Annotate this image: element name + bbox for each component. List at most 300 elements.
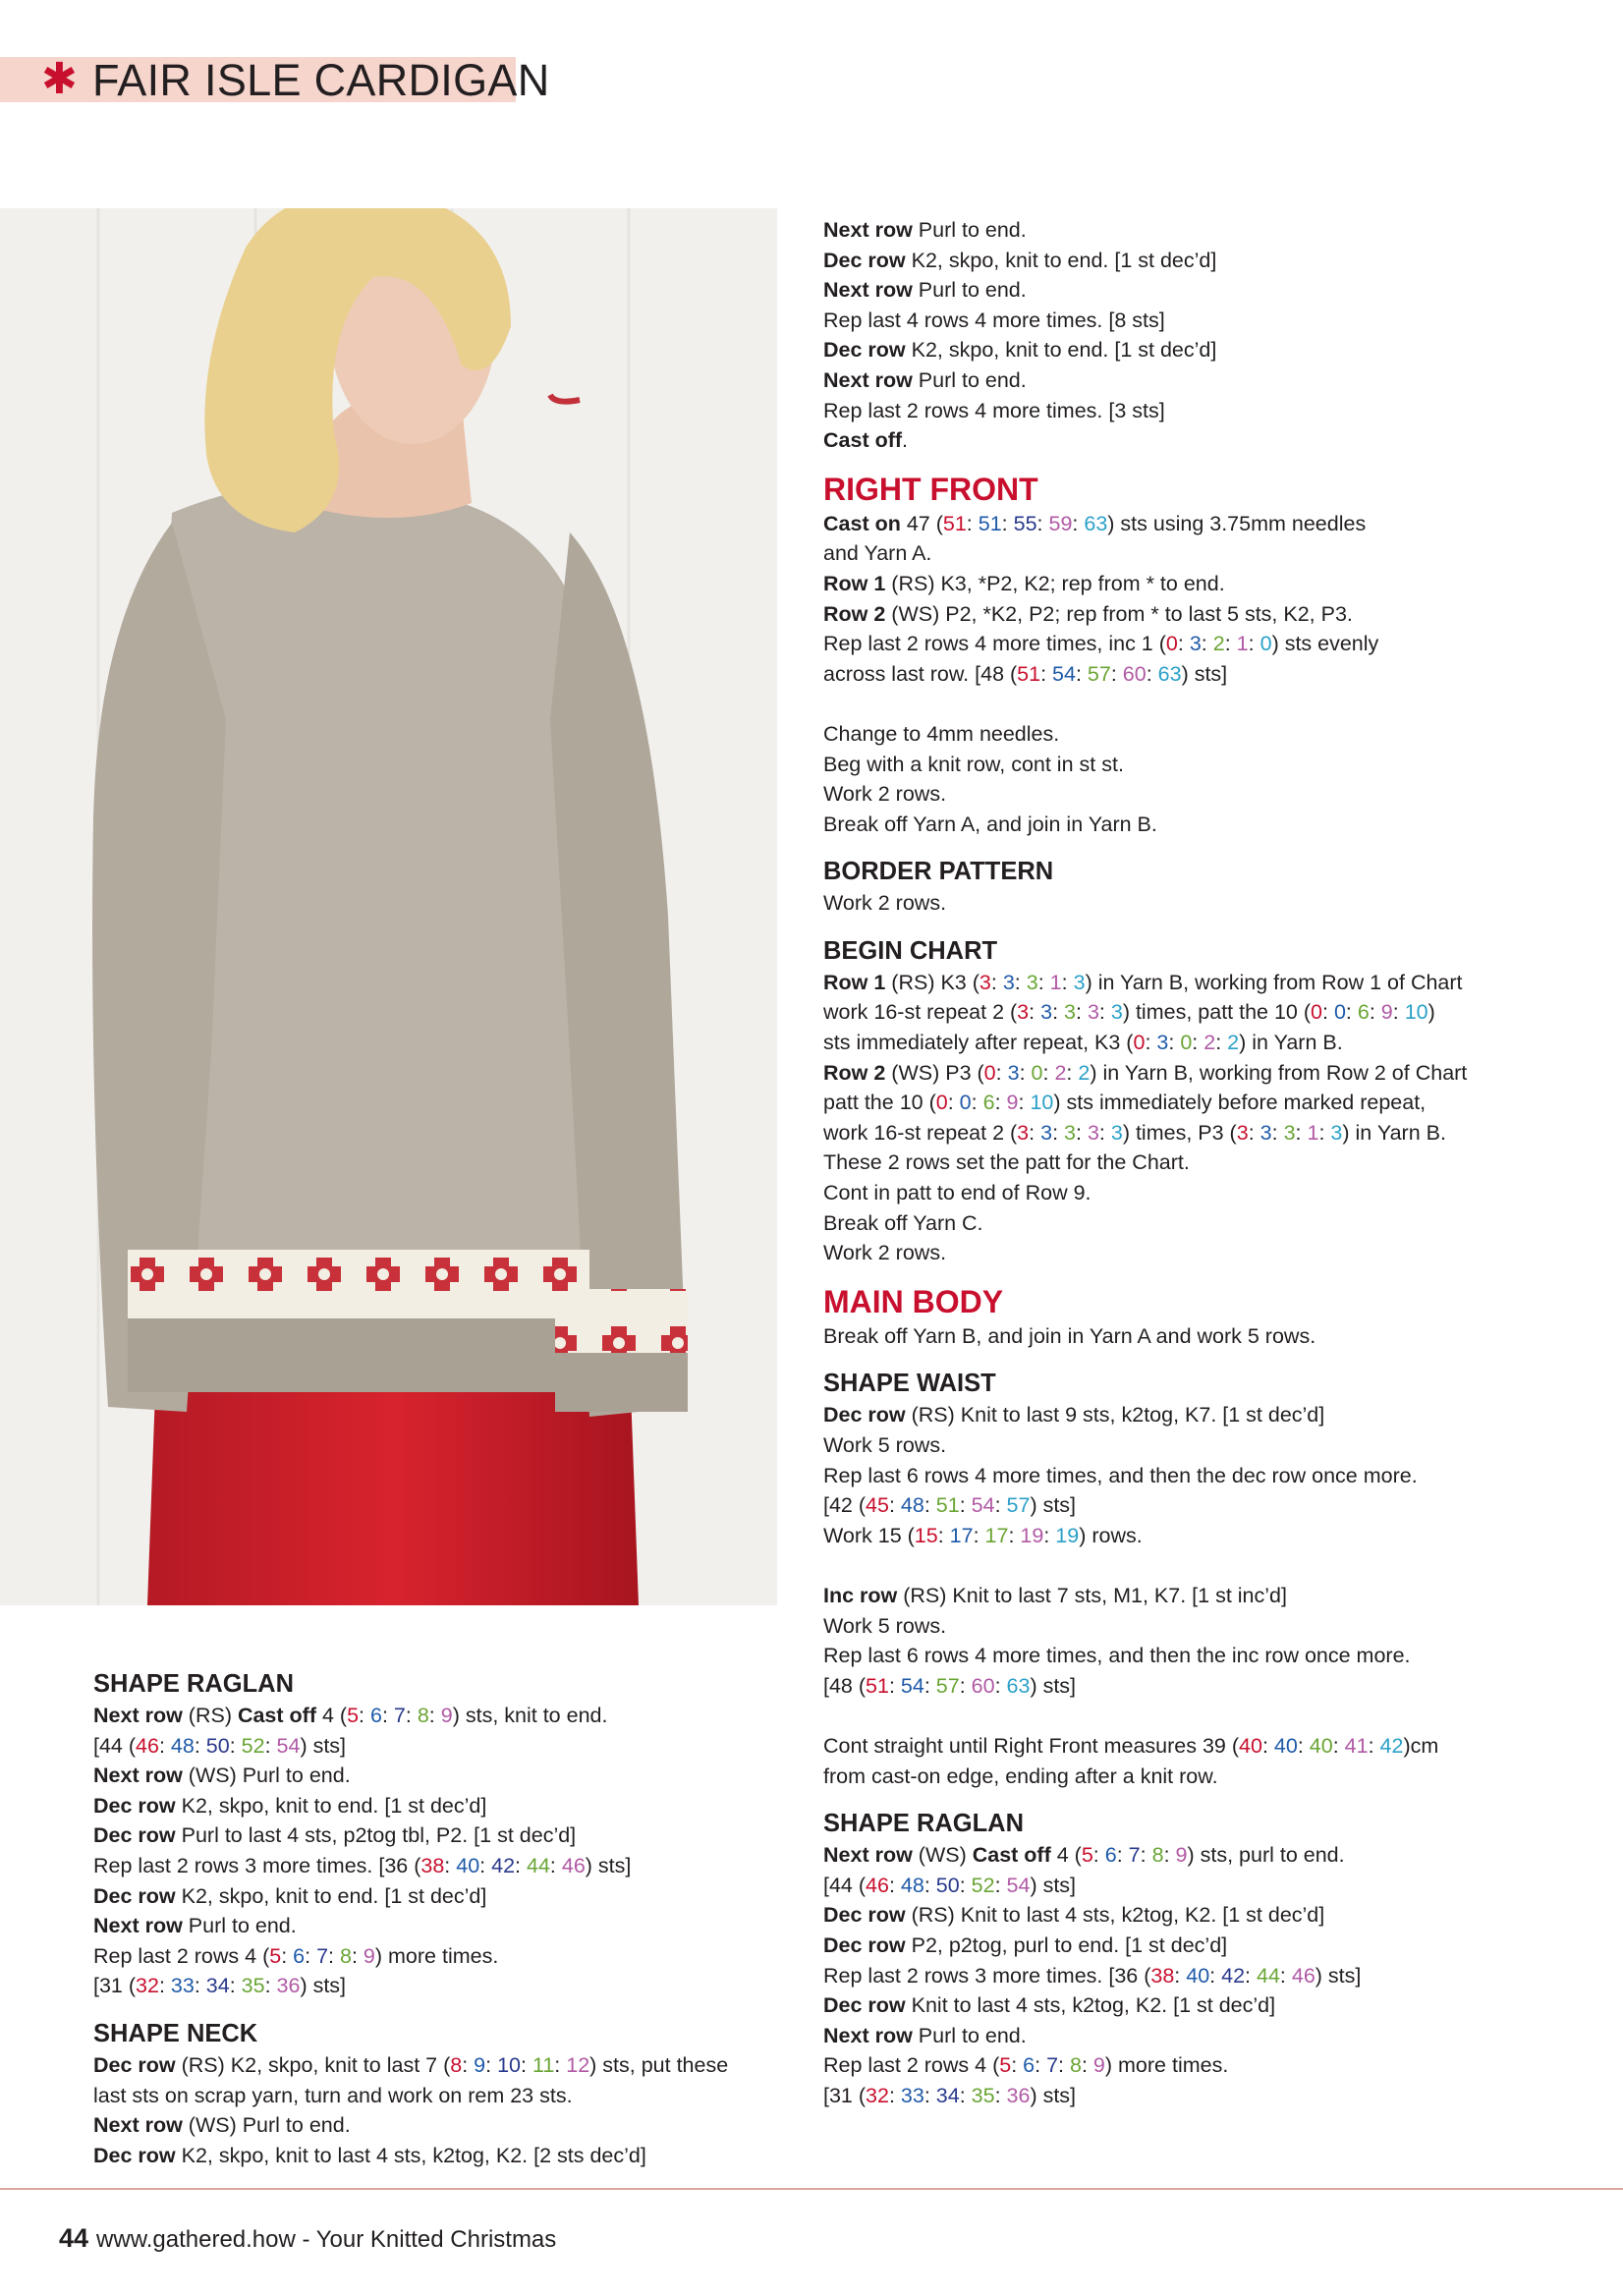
text: Break off Yarn C.: [823, 1210, 983, 1235]
footer-rule: [0, 2188, 1623, 2190]
text: :: [1081, 2053, 1093, 2078]
text: :: [1369, 1000, 1381, 1025]
size-value: 40: [1239, 1733, 1262, 1758]
text: ): [1427, 1000, 1435, 1025]
text: :: [1052, 1000, 1065, 1025]
size-value: 7: [1128, 1843, 1141, 1868]
text: ) sts evenly: [1271, 632, 1379, 656]
text: P2, p2tog, purl to end. [1 st dec’d]: [905, 1932, 1228, 1957]
text: :: [937, 1523, 950, 1547]
spacer: [823, 689, 1467, 719]
text: Break off Yarn A, and join in Yarn B.: [823, 812, 1157, 836]
text: :: [194, 1974, 206, 1998]
text: Rep last 2 rows 3 more times. [36 (: [93, 1853, 421, 1877]
text: :: [1174, 1963, 1187, 1988]
text: :: [959, 2083, 972, 2107]
size-value: 42: [491, 1853, 516, 1877]
text: Purl to end.: [912, 218, 1027, 242]
text: :: [351, 1943, 364, 1968]
text: :: [1075, 661, 1088, 686]
instruction-line: [823, 2081, 1467, 2111]
text: :: [1043, 1523, 1056, 1547]
size-value: 3: [1156, 1031, 1169, 1055]
text: :: [1011, 2053, 1024, 2078]
text: :: [1332, 1733, 1345, 1758]
size-value: 3: [1087, 1120, 1099, 1145]
text: Purl to last 4 sts, p2tog tbl, P2. [1 st dec’d]: [175, 1823, 577, 1848]
size-value: 1: [1049, 970, 1062, 994]
size-value: 6: [1104, 1843, 1117, 1868]
size-value: 59: [1048, 511, 1073, 535]
text: Purl to end.: [182, 1914, 297, 1938]
size-value: 0: [1259, 632, 1272, 656]
page-title: FAIR ISLE CARDIGAN: [92, 55, 550, 105]
size-value: 8: [1151, 1843, 1164, 1868]
text: :: [381, 1704, 394, 1727]
text: :: [959, 1673, 972, 1698]
text: :: [515, 1853, 527, 1877]
text: Rep last 6 rows 4 more times, and then the inc row once more.: [823, 1644, 1411, 1668]
text: ) in Yarn B, working from Row 2 of Chart: [1090, 1060, 1468, 1085]
instruction-line: [823, 1990, 1467, 2021]
instruction-line: [823, 1671, 1467, 1702]
term: Dec row: [823, 338, 906, 363]
size-value: 3: [1110, 1000, 1123, 1025]
instruction-line: [823, 1148, 1467, 1178]
text: K2, skpo, knit to end. [1 st dec’d]: [175, 1883, 487, 1908]
instruction-line: [823, 396, 1467, 426]
text: ) sts]: [1315, 1963, 1362, 1988]
text: Rep last 2 rows 4 more times. [3 sts]: [823, 398, 1165, 422]
text: ) sts]: [300, 1974, 347, 1998]
size-value: 7: [1046, 2053, 1059, 2078]
text: (WS) Purl to end.: [182, 1764, 351, 1788]
text: Work 2 rows.: [823, 1241, 947, 1265]
text: :: [888, 1673, 901, 1698]
text: (WS) P2, *K2, P2; rep from * to last 5 sts, K2, P3.: [885, 601, 1353, 626]
text: Beg with a knit row, cont in st st.: [823, 752, 1124, 776]
text: Rep last 4 rows 4 more times. [8 sts]: [823, 308, 1165, 332]
size-value: 0: [935, 1091, 948, 1115]
text: :: [428, 1704, 441, 1727]
text: work 16-st repeat 2 (: [823, 1120, 1018, 1145]
size-value: 36: [276, 1974, 301, 1998]
size-value: 46: [1291, 1963, 1315, 1988]
instruction-line: [823, 1871, 1467, 1901]
size-value: 3: [1064, 1120, 1076, 1145]
text: (RS) Knit to last 7 sts, M1, K7. [1 st inc’d]: [897, 1583, 1287, 1607]
size-value: 19: [1055, 1523, 1080, 1547]
size-value: 6: [982, 1091, 995, 1115]
text: K2, skpo, knit to end. [1 st dec’d]: [905, 338, 1217, 363]
size-value: 3: [1189, 632, 1202, 656]
instruction-line: [823, 569, 1467, 599]
text: :: [328, 1943, 340, 1968]
size-value: 8: [417, 1704, 429, 1727]
size-value: 51: [942, 511, 967, 535]
text: :: [1177, 632, 1190, 656]
instruction-line: [823, 335, 1467, 365]
instruction-line: [823, 1611, 1467, 1642]
instruction-line: [823, 997, 1467, 1028]
text: :: [1029, 1000, 1041, 1025]
term: Dec row: [823, 1903, 906, 1928]
term: Dec row: [93, 2143, 176, 2167]
text: (RS) Knit to last 4 sts, k2tog, K2. [1 st dec’d]: [905, 1903, 1325, 1928]
text: :: [1248, 1120, 1260, 1145]
size-value: 10: [1030, 1091, 1054, 1115]
text: :: [1140, 1843, 1152, 1868]
term: Inc row: [823, 1583, 898, 1607]
size-value: 3: [1017, 1000, 1030, 1025]
size-value: 32: [136, 1974, 159, 1998]
term: Dec row: [823, 1993, 906, 2018]
size-value: 2: [1054, 1060, 1067, 1085]
size-value: 9: [363, 1943, 375, 1968]
text: :: [1029, 1120, 1041, 1145]
text: .: [902, 428, 909, 453]
term: Next row: [93, 1914, 183, 1938]
size-value: 0: [1311, 1000, 1322, 1025]
spacer: [823, 1550, 1467, 1581]
text: Work 2 rows.: [823, 782, 947, 807]
instruction-line: [93, 1731, 728, 1762]
size-value: 44: [1257, 1963, 1280, 1988]
size-value: 15: [914, 1523, 938, 1547]
text: :: [281, 1943, 294, 1968]
text: ) sts immediately before marked repeat,: [1053, 1091, 1427, 1115]
size-value: 33: [900, 2083, 924, 2107]
text: :: [1075, 1000, 1088, 1025]
text: ) times, patt the 10 (: [1122, 1000, 1312, 1025]
text: :: [1163, 1843, 1176, 1868]
instruction-line: [823, 1430, 1467, 1461]
text: :: [479, 1853, 492, 1877]
text: Rep last 2 rows 4 (: [823, 2053, 1000, 2078]
instruction-line: [823, 1900, 1467, 1931]
text: :: [462, 2052, 475, 2077]
text: :: [405, 1704, 418, 1727]
size-value: 5: [1081, 1843, 1093, 1868]
text: Cont straight until Right Front measures 39 (: [823, 1733, 1240, 1758]
size-value: 46: [866, 1873, 889, 1897]
text: ) in Yarn B, working from Row 1 of Chart: [1085, 970, 1463, 994]
term: Next row: [823, 218, 913, 242]
term: Next row: [93, 1764, 183, 1788]
instruction-line: [823, 1238, 1467, 1268]
text: :: [444, 1853, 457, 1877]
size-value: 3: [1026, 970, 1038, 994]
size-value: 60: [971, 1673, 995, 1698]
size-value: 3: [979, 970, 991, 994]
text: :: [264, 1974, 277, 1998]
size-value: 17: [984, 1523, 1009, 1547]
size-value: 60: [1122, 661, 1147, 686]
text: Break off Yarn B, and join in Yarn A and work 5 rows.: [823, 1323, 1316, 1348]
text: [31 (: [823, 2083, 867, 2107]
text: Change to 4mm needles.: [823, 721, 1060, 746]
text: :: [973, 1523, 985, 1547]
text: :: [521, 2052, 532, 2077]
text: :: [1146, 661, 1158, 686]
text: :: [959, 1873, 972, 1897]
subsection-heading: SHAPE RAGLAN: [823, 1810, 1025, 1838]
size-value: 33: [170, 1974, 195, 1998]
size-value: 9: [440, 1704, 453, 1727]
instruction-line: [93, 1881, 728, 1912]
size-value: 8: [1070, 2053, 1082, 2078]
size-value: 38: [420, 1853, 445, 1877]
instruction-line: [823, 1961, 1467, 1991]
instruction-line: [823, 1731, 1467, 1762]
text: :: [1061, 970, 1074, 994]
size-value: 35: [971, 2083, 995, 2107]
text: [42 (: [823, 1493, 867, 1518]
size-value: 54: [1006, 1873, 1031, 1897]
text: :: [888, 1493, 901, 1518]
size-value: 3: [1259, 1120, 1272, 1145]
text: 4 (: [1050, 1843, 1082, 1868]
instruction-line: [823, 1208, 1467, 1239]
text: :: [1318, 1120, 1331, 1145]
size-value: 8: [450, 2052, 463, 2077]
text: :: [194, 1733, 206, 1758]
text: and Yarn A.: [823, 541, 932, 566]
instruction-line: [93, 2141, 728, 2171]
text: :: [1248, 632, 1260, 656]
size-value: 57: [1006, 1493, 1031, 1518]
text: :: [1072, 511, 1085, 535]
text: :: [1215, 1031, 1228, 1055]
text: ) sts, put these: [589, 2052, 729, 2077]
text: :: [1066, 1060, 1079, 1085]
text: :: [888, 1873, 901, 1897]
term: Dec row: [823, 1403, 906, 1428]
size-value: 57: [935, 1673, 960, 1698]
text: across last row. [48 (: [823, 661, 1018, 686]
size-value: 5: [999, 2053, 1012, 2078]
size-value: 8: [340, 1943, 352, 1968]
text: [44 (: [823, 1873, 867, 1897]
instruction-line: [823, 1490, 1467, 1521]
size-value: 48: [900, 1873, 924, 1897]
text: :: [1345, 1000, 1358, 1025]
size-value: 44: [527, 1853, 550, 1877]
text: (WS) Purl to end.: [182, 2113, 351, 2138]
page-number: 44: [59, 2223, 89, 2253]
text: :: [923, 2083, 936, 2107]
text: ) sts, knit to end.: [452, 1704, 608, 1727]
instruction-line: [823, 1931, 1467, 1961]
text: K2, skpo, knit to end. [1 st dec’d]: [905, 248, 1217, 272]
text: ) sts]: [1181, 661, 1228, 686]
text: :: [229, 1974, 242, 1998]
size-value: 3: [1040, 1120, 1053, 1145]
instruction-line: [93, 2110, 728, 2141]
text: :: [1271, 1120, 1284, 1145]
size-value: 2: [1212, 632, 1225, 656]
term: Next row: [823, 1843, 913, 1868]
size-value: 35: [241, 1974, 265, 1998]
text: Knit to last 4 sts, k2tog, K2. [1 st dec’d]: [905, 1993, 1276, 2018]
instruction-line: [823, 509, 1467, 539]
text: :: [994, 1493, 1007, 1518]
size-value: 54: [276, 1733, 301, 1758]
text: ) more times.: [1104, 2053, 1229, 2078]
text: Work 5 rows.: [823, 1433, 947, 1457]
instruction-line: [823, 599, 1467, 630]
instruction-line: [823, 1762, 1467, 1792]
text: sts immediately after repeat, K3 (: [823, 1031, 1134, 1055]
size-value: 57: [1087, 661, 1111, 686]
text: :: [1116, 1843, 1129, 1868]
size-value: 0: [983, 1060, 996, 1085]
spacer: [823, 1701, 1467, 1731]
instruction-line: [823, 425, 1467, 456]
instruction-line: [823, 1400, 1467, 1430]
size-value: 54: [971, 1493, 995, 1518]
text: :: [1098, 1000, 1111, 1025]
right-column: [823, 215, 1467, 2110]
size-value: 5: [347, 1704, 360, 1727]
text: :: [1040, 661, 1053, 686]
instruction-line: [823, 1028, 1467, 1058]
text: :: [1035, 2053, 1047, 2078]
text: :: [1036, 511, 1049, 535]
text: :: [264, 1733, 277, 1758]
term: Row 2: [823, 601, 886, 626]
size-value: 0: [1031, 1060, 1043, 1085]
subsection-heading: BORDER PATTERN: [823, 858, 1054, 886]
text: :: [549, 1853, 562, 1877]
text: :: [923, 1493, 936, 1518]
text: Work 15 (: [823, 1523, 915, 1547]
instruction-line: [93, 1820, 728, 1851]
text: (WS): [912, 1843, 973, 1868]
term: Dec row: [823, 248, 906, 272]
size-value: 55: [1013, 511, 1037, 535]
size-value: 9: [474, 2052, 486, 2077]
text: [31 (: [93, 1974, 137, 1998]
instruction-line: [823, 1461, 1467, 1491]
instruction-line: [823, 246, 1467, 276]
text: Rep last 2 rows 3 more times. [36 (: [823, 1963, 1151, 1988]
size-value: 3: [1002, 970, 1015, 994]
text: :: [1145, 1031, 1157, 1055]
instruction-line: [823, 1118, 1467, 1148]
text: :: [1018, 1091, 1031, 1115]
size-value: 6: [293, 1943, 306, 1968]
text: :: [1224, 632, 1237, 656]
instruction-line: [823, 1521, 1467, 1551]
text: :: [966, 511, 979, 535]
text: :: [359, 1704, 370, 1727]
text: (WS) P3 (: [885, 1060, 984, 1085]
size-value: 38: [1150, 1963, 1175, 1988]
footer-text: www.gathered.how - Your Knitted Christmas: [96, 2226, 557, 2253]
subsection-heading: BEGIN CHART: [823, 936, 998, 965]
text: :: [1014, 970, 1027, 994]
size-value: 52: [241, 1733, 265, 1758]
text: :: [1058, 2053, 1070, 2078]
size-value: 2: [1227, 1031, 1240, 1055]
instruction-line: [823, 659, 1467, 690]
size-value: 11: [532, 2052, 555, 2077]
text: ) sts]: [300, 1733, 347, 1758]
text: :: [1322, 1000, 1334, 1025]
text: :: [1042, 1060, 1055, 1085]
size-value: 9: [1175, 1843, 1188, 1868]
text: :: [485, 2052, 498, 2077]
size-value: 41: [1344, 1733, 1369, 1758]
text: :: [1201, 632, 1213, 656]
size-value: 40: [1273, 1733, 1298, 1758]
instruction-line: [823, 538, 1467, 569]
instruction-line: [823, 1178, 1467, 1208]
text: :: [554, 2052, 567, 2077]
instruction-line: [823, 810, 1467, 840]
size-value: 0: [959, 1091, 972, 1115]
instruction-line: [823, 2050, 1467, 2081]
size-value: 42: [1221, 1963, 1246, 1988]
text: :: [990, 970, 1003, 994]
text: ) more times.: [374, 1943, 499, 1968]
text: Rep last 2 rows 4 more times, inc 1 (: [823, 632, 1166, 656]
instruction-line: [93, 1851, 728, 1881]
product-photo: [0, 208, 777, 1605]
text: ) sts]: [1030, 2083, 1077, 2107]
text: :: [994, 2083, 1007, 2107]
size-value: 6: [1357, 1000, 1370, 1025]
text: Rep last 2 rows 4 (: [93, 1943, 270, 1968]
text: :: [229, 1733, 242, 1758]
size-value: 54: [1052, 661, 1076, 686]
size-value: 2: [1078, 1060, 1091, 1085]
term: Next row: [93, 2113, 183, 2138]
size-value: 52: [971, 1873, 995, 1897]
text: :: [994, 1673, 1007, 1698]
instruction-line: [823, 2021, 1467, 2051]
instruction-line: [823, 719, 1467, 750]
text: (RS) K3, *P2, K2; rep from * to end.: [885, 571, 1225, 595]
size-value: 3: [1236, 1120, 1249, 1145]
instruction-line: [93, 1791, 728, 1821]
text: :: [1279, 1963, 1292, 1988]
text: ) sts]: [585, 1853, 632, 1877]
size-value: 51: [1017, 661, 1041, 686]
size-value: 42: [1379, 1733, 1404, 1758]
text: ) sts]: [1030, 1673, 1077, 1698]
instruction-line: [823, 275, 1467, 306]
text: :: [158, 1733, 171, 1758]
size-value: 2: [1203, 1031, 1216, 1055]
size-value: 63: [1157, 661, 1182, 686]
text: :: [1297, 1733, 1310, 1758]
text: Cont in patt to end of Row 9.: [823, 1181, 1091, 1205]
text: :: [305, 1943, 317, 1968]
size-value: 40: [1309, 1733, 1333, 1758]
text: Purl to end.: [912, 2023, 1027, 2047]
term: Cast off: [823, 428, 903, 453]
size-value: 45: [866, 1493, 889, 1518]
text: :: [1392, 1000, 1405, 1025]
text: )cm: [1403, 1733, 1439, 1758]
size-value: 9: [1006, 1091, 1019, 1115]
text: :: [1092, 1843, 1105, 1868]
text: K2, skpo, knit to last 4 sts, k2tog, K2. [2 sts dec’d]: [175, 2143, 646, 2167]
size-value: 50: [935, 1873, 960, 1897]
text: ) times, P3 (: [1122, 1120, 1237, 1145]
